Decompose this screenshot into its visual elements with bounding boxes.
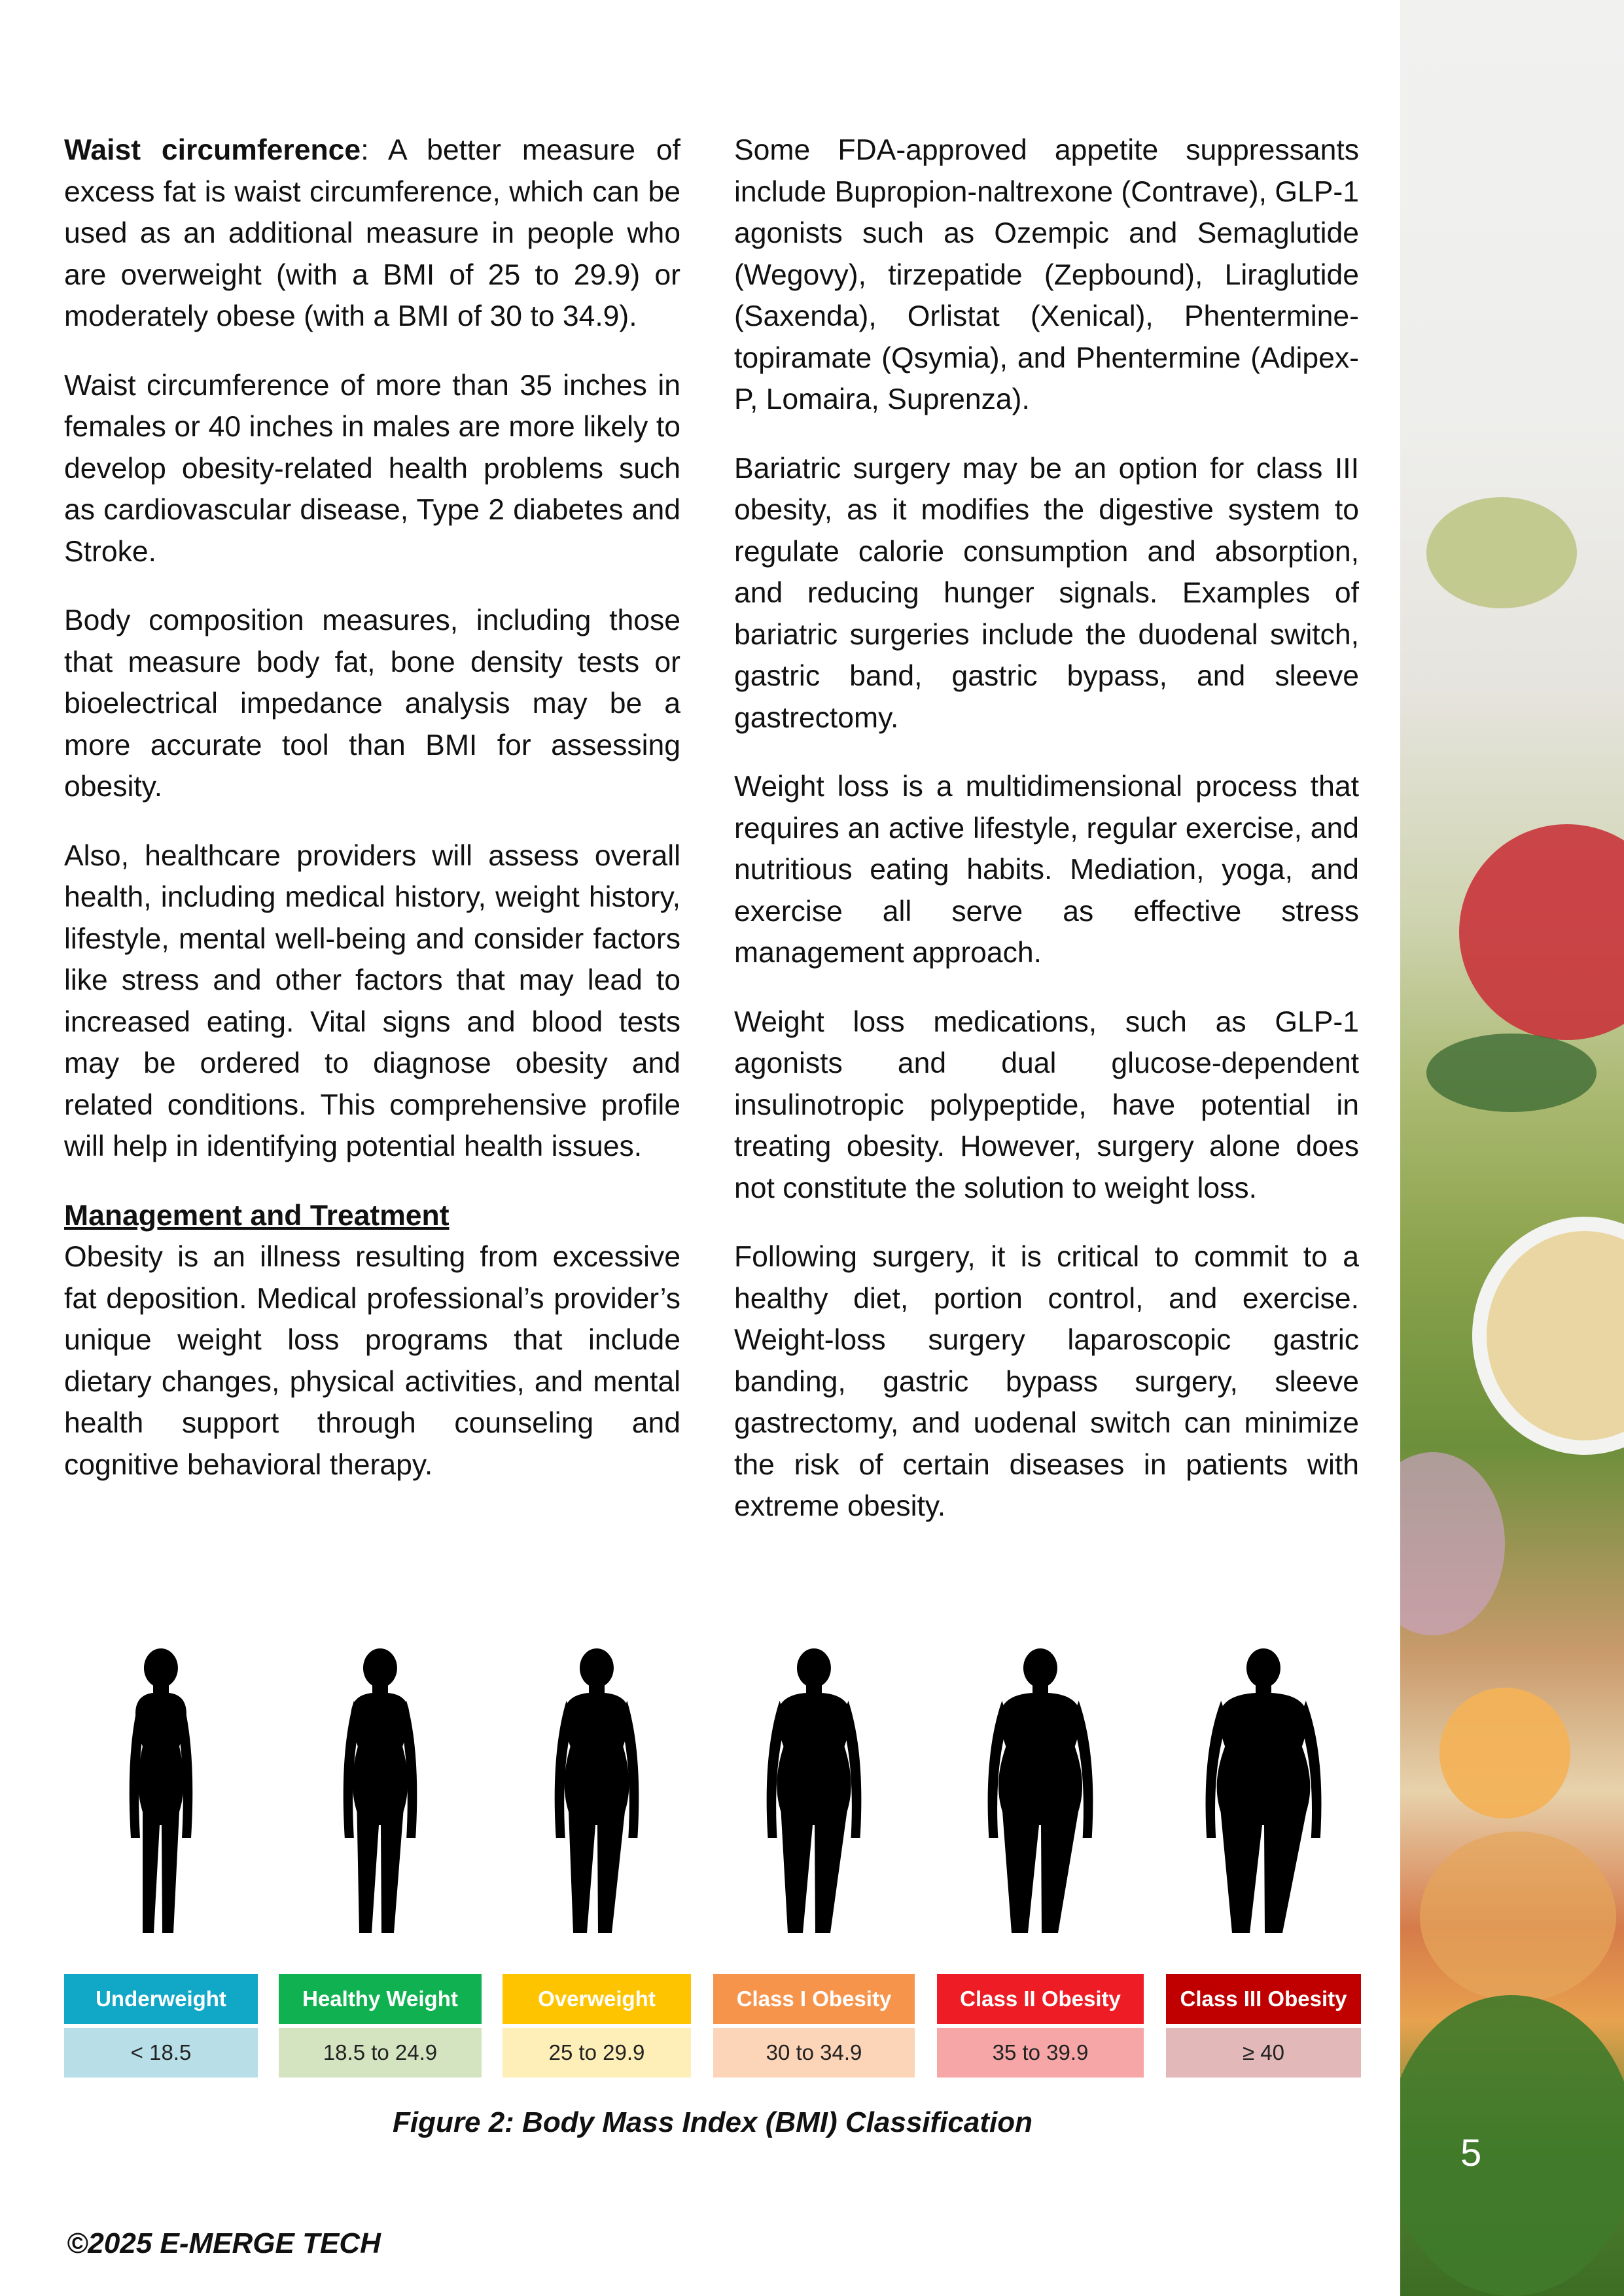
bmi-figure xyxy=(64,1622,1361,2080)
kale-decoration xyxy=(1426,1034,1597,1112)
paragraph-appetite-suppressants: Some FDA-approved appetite suppressants include Bupropion-naltrexone (Contrave), GLP-1 agonists such as Ozempic and Semaglutide (Wegovy), tirzepatide (Zepbound), Liraglutide (Saxenda), Orlistat (Xenical), Phentermine-topiramate (Qsymia), and Phentermine (Adipex-P, Lomaira, Suprenza). xyxy=(734,134,1359,415)
paragraph-weight-loss-process: Weight loss is a multidimensional process that requires an active lifestyle, regular exercise, and nutritious eating habits. Mediation, yoga, and exercise all serve as effective stress management approach. xyxy=(734,771,1359,969)
bmi-category-range: ≥ 40 xyxy=(1166,2028,1361,2078)
parsley-decoration xyxy=(1400,1995,1624,2296)
paragraph-obesity-illness: Obesity is an illness resulting from excessive fat deposition. Medical professional’s provider’s unique weight loss programs that include dietary changes, physical activities, and mental health support through counseling and cognitive behavioral therapy. xyxy=(64,1241,680,1481)
copyright-footer: ©2025 E-MERGE TECH xyxy=(67,2227,381,2259)
section-heading-management: Management and Treatment xyxy=(64,1199,450,1232)
figure-caption: Figure 2: Body Mass Index (BMI) Classification xyxy=(393,2106,1033,2138)
right-column xyxy=(734,130,1359,1527)
paragraph-weight-loss-medications: Weight loss medications, such as GLP-1 agonists and dual glucose-dependent insulinotropic polypeptide, have potential in treating obesity. However, surgery alone does not constitute the solution to weight loss. xyxy=(734,1005,1359,1204)
body-silhouette-1 xyxy=(73,1642,249,1949)
carrot-decoration xyxy=(1439,1688,1570,1818)
silhouette-body-5 xyxy=(998,1648,1082,1933)
paragraph-body-composition: Body composition measures, including those that measure body fat, bone density tests or bioelectrical impedance analysis may be a more accurate tool than BMI for assessing obesity. xyxy=(64,604,680,803)
silhouette-body-4 xyxy=(777,1648,851,1933)
bmi-category-range: 25 to 29.9 xyxy=(503,2028,691,2078)
paragraph-waist-circumference xyxy=(64,130,680,338)
body-silhouette-6 xyxy=(1175,1642,1352,1949)
paragraph-healthcare-assessment: Also, healthcare providers will assess overall health, including medical history, weight history, lifestyle, mental well-being and consider factors like stress and other factors that may lead to increased eating. Vital signs and blood tests may be ordered to diagnose obesity and related conditions. This comprehensive profile will help in identifying potential health issues. xyxy=(64,839,680,1162)
silhouette-body-2 xyxy=(351,1648,409,1933)
paragraph-bariatric-surgery: Bariatric surgery may be an option for class III obesity, as it modifies the digestive system to regulate calorie consumption and absorption, and reducing hunger signals. Examples of bariatric surgeries include the duodenal switch, gastric band, gastric bypass, and sleeve gastrectomy. xyxy=(734,452,1359,734)
bmi-category-label: Healthy Weight xyxy=(279,1974,482,2024)
body-silhouette-5 xyxy=(952,1642,1129,1949)
silhouette-body-1 xyxy=(135,1648,186,1933)
bmi-category-label: Class III Obesity xyxy=(1166,1974,1361,2024)
bmi-category-label: Class II Obesity xyxy=(937,1974,1144,2024)
carrot-decoration-2 xyxy=(1420,1832,1616,2002)
food-decoration-image xyxy=(1400,0,1624,2296)
silhouette-body-6 xyxy=(1217,1648,1311,1933)
bmi-category-label: Underweight xyxy=(64,1974,258,2024)
onion-decoration xyxy=(1400,1452,1505,1635)
bmi-category-label: Class I Obesity xyxy=(713,1974,915,2024)
paragraph-following-surgery: Following surgery, it is critical to commit to a healthy diet, portion control, and exercise. Weight-loss surgery laparoscopic gastric banding, gastric bypass surgery, sleeve gastrectomy, and uodenal switch can minimize the risk of certain diseases in patients with extreme obesity. xyxy=(734,1241,1359,1522)
waist-circumference-text: : A better measure of excess fat is waist circumference, which can be used as an additional measure in people who are overweight (with a BMI of 25 to 29.9) or moderately obese (with a BMI of 30 to 34.9). xyxy=(64,134,680,332)
left-column xyxy=(64,130,680,1486)
bmi-category-label: Overweight xyxy=(503,1974,691,2024)
bmi-category-range: 30 to 34.9 xyxy=(713,2028,915,2078)
bmi-category-range: < 18.5 xyxy=(64,2028,258,2078)
apple-decoration xyxy=(1459,824,1624,1040)
body-silhouette-4 xyxy=(726,1642,902,1949)
waist-circumference-lead: Waist circumference xyxy=(64,134,361,166)
body-silhouette-3 xyxy=(508,1642,685,1949)
bmi-category-range: 35 to 39.9 xyxy=(937,2028,1144,2078)
potato-bowl-decoration xyxy=(1472,1217,1624,1455)
section-management xyxy=(64,1195,680,1486)
silhouette-body-3 xyxy=(564,1648,630,1933)
bmi-category-range: 18.5 to 24.9 xyxy=(279,2028,482,2078)
paragraph-waist-risk: Waist circumference of more than 35 inches in females or 40 inches in males are more likely to develop obesity-related health problems such as cardiovascular disease, Type 2 diabetes and Stroke. xyxy=(64,369,680,568)
page-number: 5 xyxy=(1460,2132,1482,2174)
pumpkin-seeds-decoration xyxy=(1426,497,1577,608)
body-silhouette-2 xyxy=(292,1642,468,1949)
